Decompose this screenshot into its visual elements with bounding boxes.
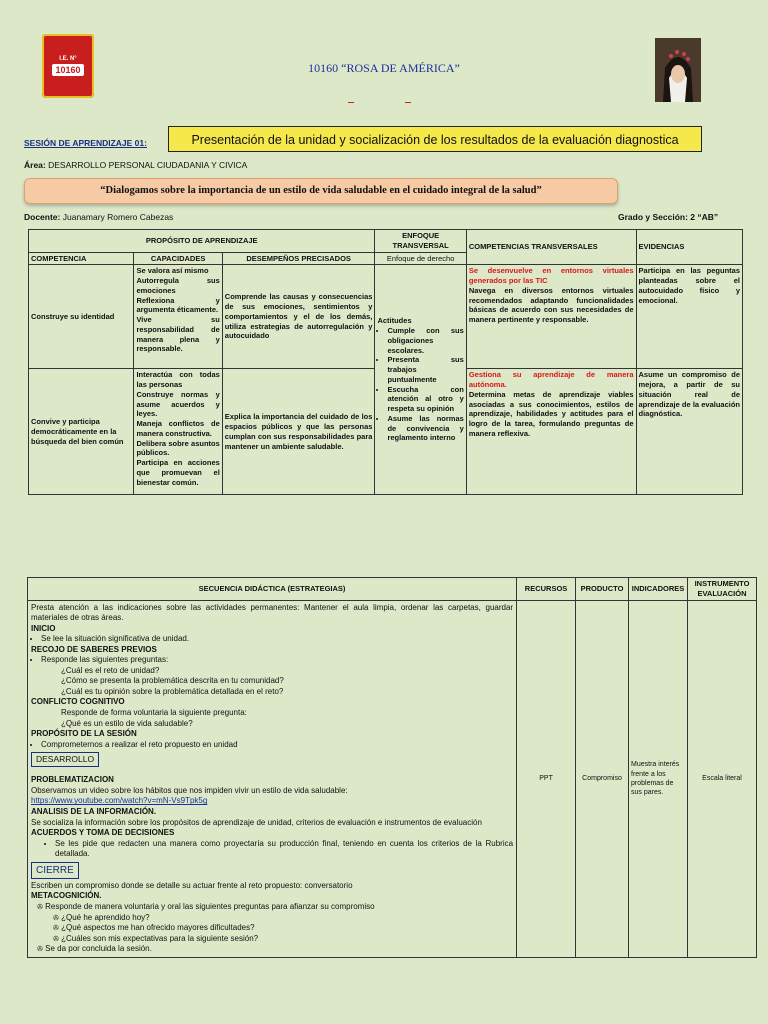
comp-trans-text: Navega en diversos entornos virtuales recomendados adaptando funcionalidades básicas de acuerdo con sus necesidades de manera pertinente y responsable. [468,285,634,324]
th-capacidades: CAPACIDADES [134,252,222,265]
docente-value: Juanamary Romero Cabezas [62,212,174,222]
desempeno-1: Comprende las causas y consecuencias de sus emociones, sentimientos y comportamientos y el de los demás, utiliza estrategias de autorregulación y autocuidado [222,265,375,369]
grado-seccion: Grado y Sección: 2 “AB” [618,212,719,222]
saint-portrait-image [655,38,701,102]
seq-video-text: Observamos un video sobre los hábitos que nos impiden vivir un estilo de vida saludable: [31,785,348,795]
th-indicadores: INDICADORES [629,578,688,601]
area-label: Área: [24,160,46,170]
capacidad-item: Maneja conflictos de manera constructiva. [136,419,220,438]
session-title: Presentación de la unidad y socialización de los resultados de la evaluación diagnostica [168,126,702,152]
seq-inicio: INICIO [31,623,56,633]
capacidad-item: Vive su responsabilidad de manera plena y responsable. [136,315,220,354]
th-desempenos: DESEMPEÑOS PRECISADOS [222,252,375,265]
sequence-cell [28,600,517,957]
th-instrumento: INSTRUMENTO EVALUACIÓN [688,578,757,601]
capacidad-item: Participa en acciones que promuevan el bienestar común. [136,458,220,487]
bullet-arrow-icon: ✇ [37,904,43,912]
actitud-item: • Cumple con sus obligaciones escolares. [387,326,463,355]
instrumento-cell: Escala literal [688,600,757,957]
area-line [24,160,247,170]
th-comp-trans: COMPETENCIAS TRANSVERSALES [466,230,636,265]
video-link[interactable]: https://www.youtube.com/watch?v=mN-Vs9Tpk5g [31,796,208,806]
th-enfoque-derecho: Enfoque de derecho [375,252,466,265]
producto-cell: Compromiso [576,600,629,957]
comp-trans-title: Se desenvuelve en entornos virtuales generados por las TIC [468,266,634,285]
decorative-dash [348,102,354,103]
comp-trans-1 [466,265,636,369]
actitud-item: • Presenta sus trabajos puntualmente [387,355,463,384]
decorative-dash [405,102,411,103]
capacidad-item: Reflexiona y argumenta éticamente. [136,295,220,315]
seq-question: ¿Cuál es tu opinión sobre la problemática detallada en el reto? [61,686,284,696]
seq-conflicto: CONFLICTO COGNITIVO [31,697,125,707]
seq-cierre-heading: CIERRE [31,862,79,879]
comp-trans-2 [466,369,636,495]
seq-recojo: RECOJO DE SABERES PREVIOS [31,644,157,654]
th-producto: PRODUCTO [576,578,629,601]
seq-intro: Presta atención a las indicaciones sobre las actividades permanentes: Mantener el aula limpia, ordenar las carpetas, guardar materiales de otras áreas. [31,602,514,623]
area-value: DESARROLLO PERSONAL CIUDADANIA Y CIVICA [48,160,248,170]
seq-acuerdos: ACUERDOS Y TOMA DE DECISIONES [31,828,175,838]
session-quote: “Dialogamos sobre la importancia de un estilo de vida saludable en el cuidado integral de la salud” [24,178,618,204]
competencia-2: Convive y participa democráticamente en la búsqueda del bien común [29,369,134,495]
seq-desarrollo-heading: DESARROLLO [31,752,99,767]
seq-metacognicion: METACOGNICIÓN. [31,891,102,901]
seq-proposito-item: • Comprometernos a realizar el reto propuesto en unidad [41,740,513,751]
seq-conflicto-question: ¿Qué es un estilo de vida saludable? [61,718,193,728]
capacidades-1 [134,265,222,369]
seq-meta-question: ✇ ¿Qué he aprendido hoy? [53,912,150,922]
capacidades-2 [134,369,222,495]
logo-text: I.E. N° [59,56,77,62]
seq-conflicto-text: Responde de forma voluntaria la siguiente pregunta: [61,707,247,717]
docente-label: Docente: [24,212,61,222]
seq-recojo-item: • Responde las siguientes preguntas: [41,655,513,666]
purpose-table [28,229,743,495]
seq-meta-question: ✇ ¿Cuáles son mis expectativas para la siguiente sesión? [53,933,259,943]
actitud-item: • Asume las normas de convivencia y reglamento interno [387,414,463,443]
seq-meta-item: ✇ Responde de manera voluntaria y oral las siguientes preguntas para afianzar su compromiso [37,902,375,912]
capacidad-item: Construye normas y asume acuerdos y leyes. [136,389,220,419]
seq-question: ¿Cuál es el reto de unidad? [61,665,160,675]
seq-fin: ✇ Se da por concluida la sesión. [37,944,152,954]
comp-trans-text: Determina metas de aprendizaje viables asociadas a sus conocimientos, estilos de aprendizaje, habilidades y actitudes para el logro de la tarea, formulando preguntas de manera reflexiva. [468,389,634,438]
comp-trans-title: Gestiona su aprendizaje de manera autónoma. [468,370,634,389]
evidencia-2: Asume un compromiso de mejora, a partir de su situación real de aprendizaje de la evaluación diagnóstica. [636,369,742,495]
actitud-item: • Escucha con atención al otro y respeta su opinión [387,385,463,414]
capacidad-item: Delibera sobre asuntos públicos. [136,438,220,458]
seq-acuerdos-item: • Se les pide que redacten una manera como proyectaría su producción final, teniendo en cuenta los criterios de la Rubrica detallada. [55,839,513,860]
seq-cierre-text: Escriben un compromiso donde se detalle su actuar frente al reto propuesto: conversatorio [31,880,353,890]
capacidad-item: Se valora así mismo [136,266,209,276]
logo-number: 10160 [52,64,83,76]
seq-problematizacion: PROBLEMATIZACION [31,775,114,785]
evidencia-1: Participa en las peguntas planteadas sobre el autocuidado físico y emocional. [636,265,742,369]
indicadores-cell: Muestra interés frente a los problemas de sus pares. [629,600,688,957]
capacidad-item: Autorregula sus emociones [136,276,220,295]
th-enfoque: ENFOQUE TRANSVERSAL [375,230,466,253]
th-secuencia: SECUENCIA DIDÁCTICA (ESTRATEGIAS) [28,578,517,601]
th-evidencias: EVIDENCIAS [636,230,742,265]
seq-proposito: PROPÓSITO DE LA SESIÓN [31,729,137,739]
seq-question: ¿Cómo se presenta la problemática descrita en tu comunidad? [61,676,284,686]
seq-analisis: ANALISIS DE LA INFORMACIÓN. [31,807,157,817]
session-label: SESIÓN DE APRENDIZAJE 01: [24,138,147,148]
seq-inicio-item: • Se lee la situación significativa de unidad. [41,634,513,645]
actitudes-title: Actitudes [377,316,412,326]
competencia-1: Construye su identidad [29,265,134,369]
seq-analisis-text: Se socializa la información sobre los propósitos de aprendizaje de unidad, criterios de evaluación e instrumentos de evaluación [31,817,482,827]
school-name: 10160 “ROSA DE AMÉRICA” [308,61,460,75]
docente-line [24,212,173,222]
capacidad-item: Interactúa con todas las personas [136,370,220,389]
th-competencia: COMPETENCIA [29,252,134,265]
th-proposito: PROPÓSITO DE APRENDIZAJE [29,230,375,253]
recursos-cell: PPT [517,600,576,957]
seq-meta-question: ✇ ¿Qué aspectos me han ofrecido mayores dificultades? [53,923,255,933]
enfoque-actitudes [375,265,466,495]
th-recursos: RECURSOS [517,578,576,601]
desempeno-2: Explica la importancia del cuidado de los espacios públicos y que las personas cumplan con sus responsabilidades para mantener un ambiente saludable. [222,369,375,495]
sequence-table [27,577,757,958]
